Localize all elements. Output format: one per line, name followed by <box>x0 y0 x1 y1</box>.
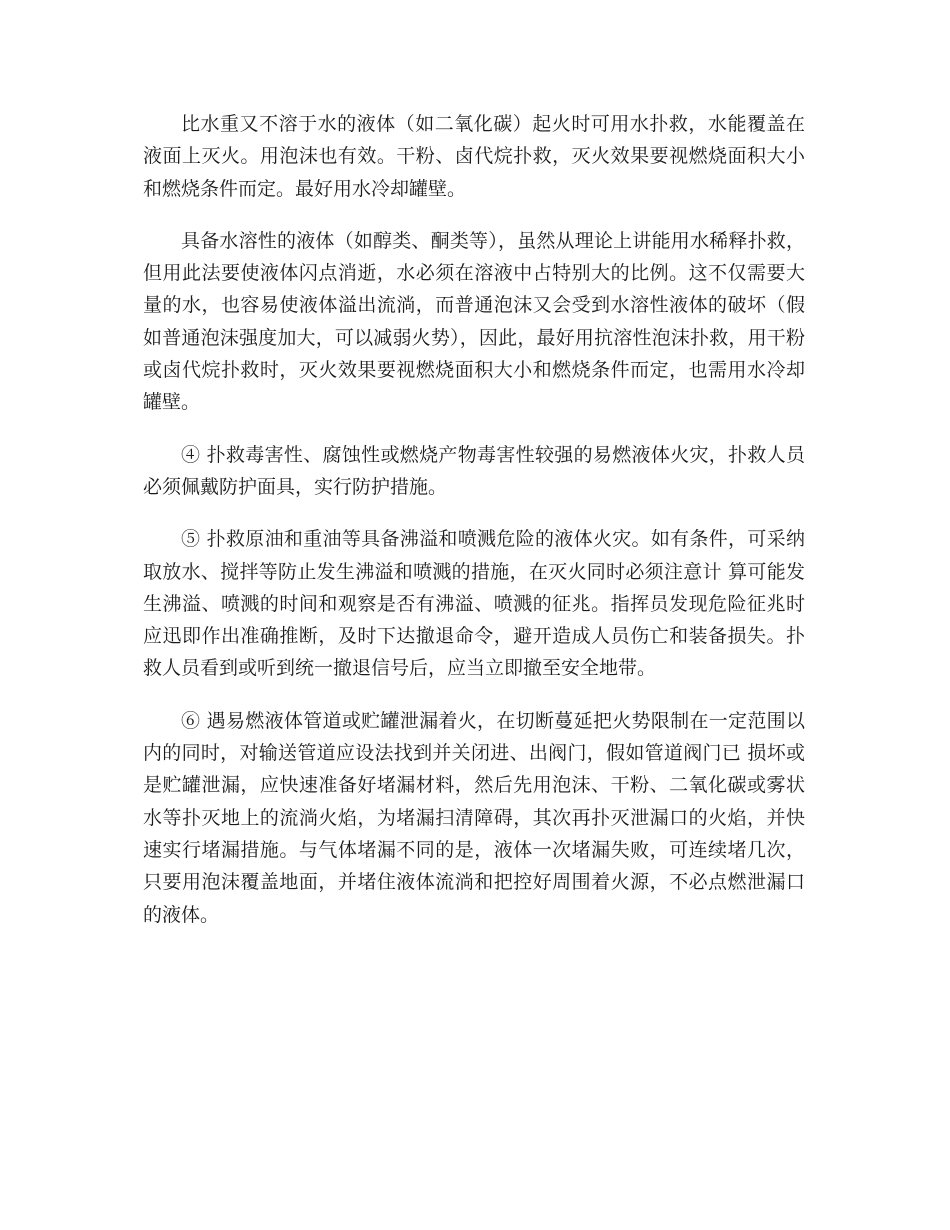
document-page <box>143 108 805 951</box>
paragraph-item-6-leakage: ⑥ 遇易燃液体管道或贮罐泄漏着火，在切断蔓延把火势限制在一定范围以内的同时，对输送管道应设法找到并关闭进、出阀门，假如管道阀门已 损坏或是贮罐泄漏，应快速准备好堵漏材料，然后先用泡沫、干粉、二氧化碳或雾状水等扑灭地上的流淌火焰，为堵漏扫清障碍，其次再扑灭泄漏口的火焰，并快速实行堵漏措施。与气体堵漏不同的是，液体一次堵漏失败，可连续堵几次，只要用泡沫覆盖地面，并堵住液体流淌和把控好周围着火源，不必点燃泄漏口的液体。 <box>143 709 805 926</box>
paragraph-item-4-toxic: ④ 扑救毒害性、腐蚀性或燃烧产物毒害性较强的易燃液体火灾，扑救人员必须佩戴防护面具，实行防护措施。 <box>143 443 805 498</box>
paragraph-item-5-boilover: ⑤ 扑救原油和重油等具备沸溢和喷溅危险的液体火灾。如有条件，可采纳取放水、搅拌等防止发生沸溢和喷溅的措施，在灭火同时必须注意计 算可能发生沸溢、喷溅的时间和观察是否有沸溢、喷溅的征兆。指挥员发现危险征兆时应迅即作出准确推断，及时下达撤退命令，避开造成人员伤亡和装备损失。扑救人员看到或听到统一撤退信号后，应当立即撤至安全地带。 <box>143 528 805 680</box>
paragraph-water-soluble: 具备水溶性的液体（如醇类、酮类等），虽然从理论上讲能用水稀释扑救，但用此法要使液体闪点消逝，水必须在溶液中占特别大的比例。这不仅需要大量的水，也容易使液体溢出流淌，而普通泡沫又会受到水溶性液体的破坏（假如普通泡沫强度加大，可以减弱火势），因此，最好用抗溶性泡沫扑救，用干粉或卤代烷扑救时，灭火效果要视燃烧面积大小和燃烧条件而定，也需用水冷却罐壁。 <box>143 229 805 414</box>
paragraph-heavier-than-water: 比水重又不溶于水的液体（如二氧化碳）起火时可用水扑救，水能覆盖在液面上灭火。用泡沫也有效。干粉、卤代烷扑救，灭火效果要视燃烧面积大小和燃烧条件而定。最好用水冷却罐壁。 <box>143 113 805 200</box>
